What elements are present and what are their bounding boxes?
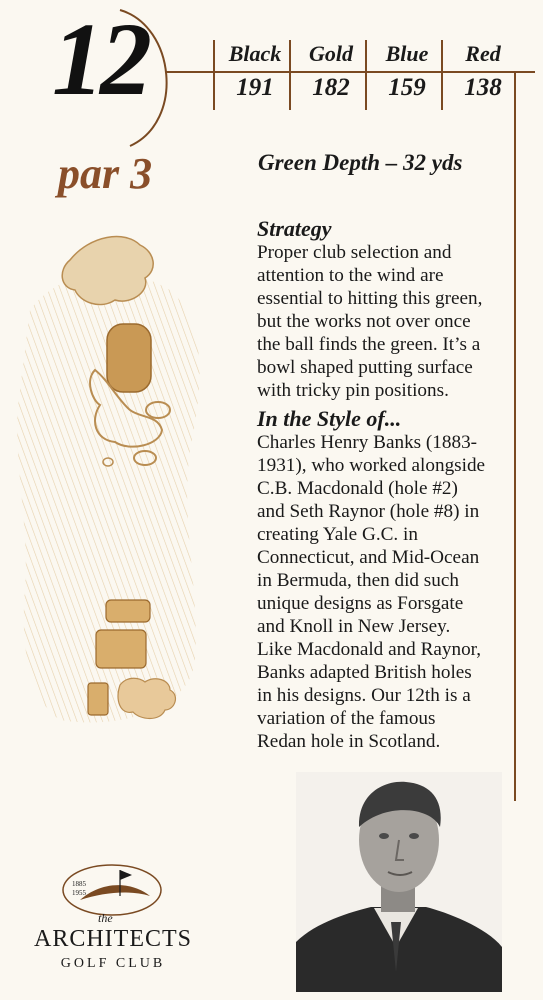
tee-box bbox=[88, 683, 108, 715]
strategy-line: but the works not over once bbox=[257, 311, 471, 332]
tee-blue bbox=[369, 38, 445, 102]
tee-red bbox=[445, 38, 521, 102]
tee-box bbox=[96, 630, 146, 668]
style-of-line: unique designs as Forsgate bbox=[257, 593, 464, 614]
tee-separator bbox=[213, 40, 215, 110]
style-of-line: creating Yale G.C. in bbox=[257, 524, 418, 545]
tee-name: Black bbox=[228, 41, 282, 66]
strategy-line: Proper club selection and bbox=[257, 242, 452, 263]
style-of-line: in Bermuda, then did such bbox=[257, 570, 459, 591]
par-label: par 3 bbox=[58, 149, 153, 198]
style-of-line: in his designs. Our 12th is a bbox=[257, 685, 471, 706]
style-of-line: and Seth Raynor (hole #8) in bbox=[257, 501, 480, 522]
portrait-photo bbox=[296, 772, 502, 992]
right-rule bbox=[514, 71, 516, 801]
style-of-line: and Knoll in New Jersey. bbox=[257, 616, 451, 637]
tee-yards: 159 bbox=[388, 74, 426, 101]
hole-number: 12 bbox=[52, 2, 148, 117]
green-depth: Green Depth – 32 yds bbox=[258, 150, 463, 175]
green-surface bbox=[107, 324, 151, 392]
style-of-line: Redan hole in Scotland. bbox=[257, 731, 441, 752]
logo-the: the bbox=[98, 911, 113, 925]
strategy-title: Strategy bbox=[257, 216, 332, 241]
style-of-line: variation of the famous bbox=[257, 708, 436, 729]
tee-box bbox=[106, 600, 150, 622]
style-of-line: Connecticut, and Mid-Ocean bbox=[257, 547, 480, 568]
tee-gold bbox=[293, 38, 369, 102]
tee-name: Blue bbox=[385, 41, 429, 66]
logo-name: ARCHITECTS bbox=[33, 926, 192, 952]
tee-yards: 138 bbox=[464, 74, 502, 101]
style-of-line: Like Macdonald and Raynor, bbox=[257, 639, 482, 660]
hole-diagram bbox=[0, 230, 240, 750]
tree-cluster bbox=[118, 678, 175, 718]
strategy-line: attention to the wind are bbox=[257, 265, 444, 286]
strategy-line: the ball finds the green. It’s a bbox=[257, 334, 481, 355]
logo-year-bottom: 1955 bbox=[72, 889, 86, 897]
logo-subtitle: GOLF CLUB bbox=[60, 956, 166, 971]
tee-yards: 191 bbox=[236, 74, 274, 101]
hole-number-arc bbox=[100, 6, 190, 156]
strategy-line: bowl shaped putting surface bbox=[257, 357, 473, 378]
style-of-line: Charles Henry Banks (1883- bbox=[257, 432, 478, 453]
logo-year-top: 1885 bbox=[72, 880, 86, 888]
tee-name: Red bbox=[465, 41, 501, 66]
style-of-line: 1931), who worked alongside bbox=[257, 455, 486, 476]
strategy-text bbox=[257, 241, 507, 402]
tee-black bbox=[217, 38, 293, 102]
strategy-line: with tricky pin positions. bbox=[257, 380, 449, 401]
tee-name: Gold bbox=[309, 41, 353, 66]
style-of-title: In the Style of... bbox=[257, 406, 402, 431]
tee-yards: 182 bbox=[312, 74, 350, 101]
logo-years bbox=[72, 880, 86, 898]
style-of-line: Banks adapted British holes bbox=[257, 662, 472, 683]
style-of-text bbox=[257, 431, 507, 753]
style-of-line: C.B. Macdonald (hole #2) bbox=[257, 478, 458, 499]
strategy-line: essential to hitting this green, bbox=[257, 288, 483, 309]
